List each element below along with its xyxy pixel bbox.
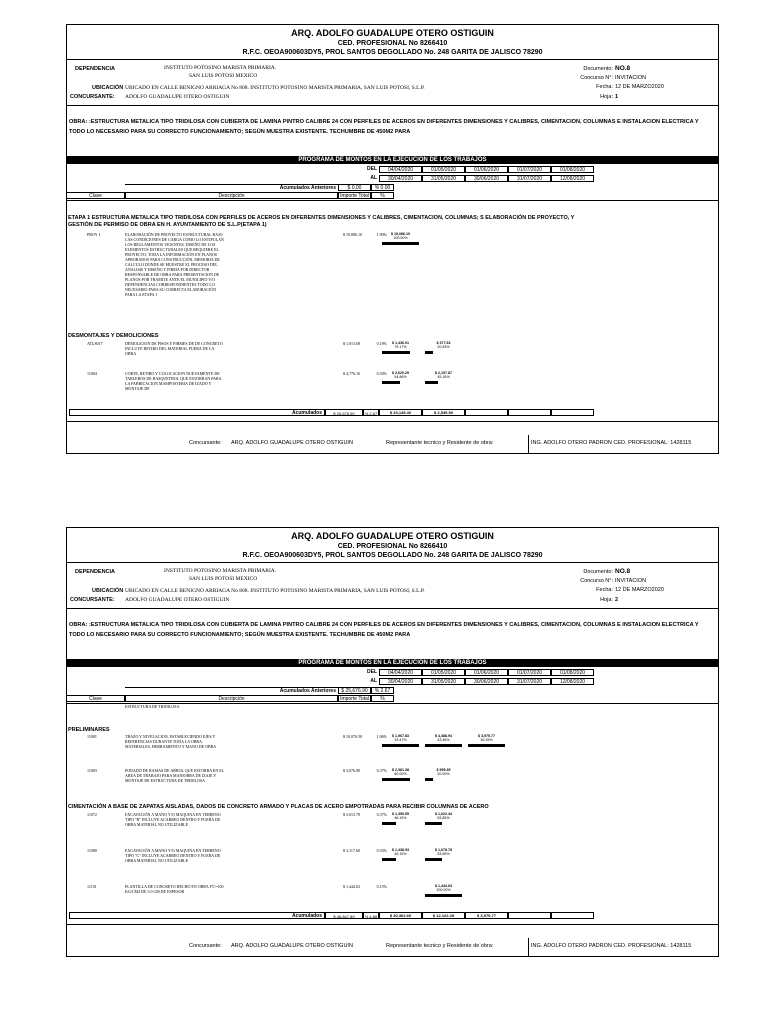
item-percent: 1.90%	[376, 232, 387, 237]
obra-description: OBRA: :ESTRUCTURA METALICA TIPO TRIDILOSA CON CUBIERTA DE LAMINA PINTRO CALIBRE 24 CON PERFILES DE ACEROS EN DIFERENTES DIMENSIONES Y CALIBRES, CIMENTACION, COLUMNAS E INSTALACION ELECTRICA Y TODO LO NECESARIO PARA SU CORRECTO FUNCIONAMIENTO; SEGÚN MUESTRA EXISTENTE. TECHUMBRE DE 450M2 PARA	[69, 119, 699, 135]
period-percent: 79.17%	[394, 345, 407, 349]
period-amount: $ 4,388.94	[435, 734, 452, 738]
item-percent: 0.18%	[376, 341, 387, 346]
item-percent: 0.37%	[376, 768, 387, 773]
dependencia-label: DEPENDENCIA	[75, 569, 116, 575]
ubicacion-label: UBICACIÓN	[92, 588, 124, 594]
al-date-0: 30/04/2020	[379, 175, 422, 182]
item-importe: $ 1,813.68	[343, 341, 360, 346]
acumulados-pct: % 4.88	[364, 914, 378, 919]
footer-rep-value: ING. ADOLFO OTERO PADRON CED. PROFESIONAL: 1428115	[531, 440, 692, 446]
col-importe-total: Importe Total	[338, 695, 371, 702]
item-description: EXCAVACIÓN A MANO Y/O MAQUINA EN TERRENO TIPO "B" INCLUYE ACARREO DENTRO Y FUERA DE OBRA MATERIAL NO UTILIZABLE	[125, 812, 221, 827]
concurso-value: INVITACION	[615, 75, 647, 81]
item-description: CORTE, RETIRO Y COLOCACION NUEVAMENTE DE TABLEROS DE BASQUETBOL QUE ESTORBAN PARA LA FABRICACION MAMPOSTERIA DE IZADO Y MONTAJE DE	[125, 371, 222, 391]
concurso-label: Concurso N°:	[580, 578, 613, 584]
ubicacion-value: UBICADO EN CALLE BENIGNO ARRIAGA No 808. INSTITUTO POTOSINO MARISTA PRIMARIA, SAN LUIS POTOSI, S.L.P.	[125, 85, 425, 91]
del-label: DEL	[367, 669, 377, 675]
acumulados-pct: % 2.67	[364, 411, 378, 416]
period-amount: $ 1,444.63	[435, 884, 452, 888]
col-clave: Clave	[67, 695, 125, 702]
progress-bar	[425, 351, 433, 354]
footer-rep-label: Representante tecnico y Residente de obra:	[386, 943, 494, 949]
al-date-2: 30/06/2020	[465, 678, 508, 685]
al-date-3: 31/07/2020	[508, 175, 551, 182]
dependencia-line1: INSTITUTO POTOSINO MARISTA PRIMARIA.	[164, 568, 277, 574]
period-percent: 43.48%	[437, 738, 450, 742]
item-importe: $ 4,776.16	[343, 371, 360, 376]
period-amount: $ 2,157.87	[435, 371, 452, 375]
period-percent: 53.85%	[437, 816, 450, 820]
section-title: CIMENTACIÓN A BASE DE ZAPATAS AISLADAS, DADOS DE CONCRETO ARMADO Y PLACAS DE ACERO EMPOTRADAS PARA RECIBIR COLUMNAS DE ACERO	[68, 804, 489, 810]
progress-bar	[382, 381, 400, 384]
acumulados-label: Acumulados	[69, 912, 325, 919]
progress-bar	[425, 894, 462, 897]
al-date-1: 31/05/2020	[422, 678, 465, 685]
al-date-3: 31/07/2020	[508, 678, 551, 685]
del-date-0: 04/04/2020	[379, 669, 422, 676]
acum-anteriores-label: Acumulados Anteriores	[125, 184, 338, 191]
concursante-label: CONCURSANTE:	[70, 94, 115, 100]
progress-bar	[382, 242, 419, 245]
progress-bar	[425, 778, 433, 781]
period-percent: 100.00%	[436, 888, 451, 892]
del-label: DEL	[367, 166, 377, 172]
period-percent: 39.39%	[480, 738, 493, 742]
item-percent: 0.33%	[376, 848, 387, 853]
concursante-value: ADOLFO GUADALUPE OTERO OSTIGUIN	[125, 94, 230, 100]
item-importe: $ 1,444.63	[343, 884, 360, 889]
item-importe: $ 3,013.78	[343, 812, 360, 817]
programa-title: PROGRAMA DE MONTOS EN LA EJECUCIÓN DE LOS TRABAJOS	[67, 156, 718, 164]
item-clave: 11080	[87, 848, 97, 853]
al-date-0: 30/04/2020	[379, 678, 422, 685]
item-clave: ATLS017	[87, 341, 103, 346]
item-description: PODADO DE RAMAS DE ARBOL QUE ESTORBA EN EL AREA DE TRABAJO PARA MANIOBRA DE IZAJE Y MONTAJE DE ESTRUCTURA DE TRIDILOSA	[125, 768, 224, 783]
item-clave: 11004	[87, 371, 97, 376]
progress-bar	[382, 778, 410, 781]
carry-over-text: ESTRUCTURA DE TRIDILOSA	[125, 704, 180, 709]
item-description: DEMOLICION DE PISOS Y FIRMES DE DE CONCRETO INCLUYE RETIRO DEL MATERIAL FUERA DE LA OBRA	[125, 341, 223, 356]
item-description: ELABORACIÓN DE PROYECTO ESTRUCTURAL BAJO LAS CONDICIONES DE CARGA COMO LO ESTIPULAN LOS REGLAMENTOS VIGENTES. DISEÑO DE LOS ELEMENTOS ESTRUCTURALES QUE REQUIERE EL PROYECTO, TODA LA INFORMACIÓN EN PLANOS APROBADOS PARA CONSTRUCCIÓN, MEMORIA DE CALCULO DONDE SE MUESTRE EL PROCESO DEL ANALISIS Y DISEÑO Y FIRMA POR DIRECTOR RESPONSABLE DE OBRA PARA PRESENTACION DE PLANOS POR TRAMITE ANTE EL MUNICIPIO Y/O DEPENDENCIAS CORRESPONDIENTES TODO LO NECESARIO PARA SU CORRECTA ELABORACIÓN PARA LA ETAPA 1	[125, 232, 224, 297]
col-percent: %	[371, 695, 394, 702]
acumulados-importe: $ 46,847.89	[325, 912, 363, 919]
hoja-value: 2	[615, 597, 619, 603]
period-percent: 19.47%	[394, 738, 407, 742]
footer-concursante-label: Concursante:	[189, 440, 222, 446]
ubicacion-label: UBICACIÓN	[92, 85, 124, 91]
progress-bar	[382, 351, 410, 354]
section-title: PRELIMINARES	[68, 727, 110, 733]
item-clave: PROY 1	[87, 232, 101, 237]
acumulados-period-1: $ 12,122.29	[422, 912, 465, 919]
del-date-1: 01/05/2020	[422, 166, 465, 173]
header-name: ARQ. ADOLFO GUADALUPE OTERO OSTIGUIN	[291, 28, 494, 38]
item-clave: 11003	[87, 768, 97, 773]
col-percent: %	[371, 192, 394, 199]
al-date-2: 30/06/2020	[465, 175, 508, 182]
footer-rep-value: ING. ADOLFO OTERO PADRON CED. PROFESIONAL: 1428115	[531, 943, 692, 949]
period-percent: 100.00%	[393, 236, 408, 240]
dependencia-line1: INSTITUTO POTOSINO MARISTA PRIMARIA.	[164, 65, 277, 71]
del-date-1: 01/05/2020	[422, 669, 465, 676]
period-percent: 20.00%	[437, 772, 450, 776]
footer-concursante-value: ARQ. ADOLFO GUADALUPE OTERO OSTIGUIN	[231, 943, 353, 949]
item-description: EXCAVACIÓN A MANO Y/O MAQUINA EN TERRENO TIPO "C" INCLUYE ACARREO DENTRO Y FUERA DE OBRA MATERIAL NO UTILIZABLE	[125, 848, 221, 863]
acum-anteriores-amount: $ 25,676.90	[338, 687, 371, 694]
dependencia-label: DEPENDENCIA	[75, 66, 116, 72]
item-description: PLANTILLA DE CONCRETO HECHO EN OBRA F'C=100 KG/CM2 DE 5.0 CM DE ESPESOR	[125, 884, 224, 894]
hoja-value: 1	[615, 94, 619, 100]
fecha-value: 12 DE MARZO2020	[615, 587, 664, 593]
del-date-3: 01/07/2020	[508, 669, 551, 676]
item-importe: $ 3,117.60	[343, 848, 360, 853]
item-importe: $ 10,076.50	[343, 734, 362, 739]
col-descripcion: Descripción	[125, 695, 338, 702]
obra-description: OBRA: :ESTRUCTURA METALICA TIPO TRIDILOSA CON CUBIERTA DE LAMINA PINTRO CALIBRE 24 CON PERFILES DE ACEROS EN DIFERENTES DIMENSIONES Y CALIBRES, CIMENTACION, COLUMNAS E INSTALACION ELECTRICA Y TODO LO NECESARIO PARA SU CORRECTO FUNCIONAMIENTO; SEGÚN MUESTRA EXISTENTE. TECHUMBRE DE 450M2 PARA	[69, 622, 699, 638]
footer-concursante-label: Concursante:	[189, 943, 222, 949]
item-clave: 11001	[87, 734, 97, 739]
al-date-4: 12/08/2020	[551, 678, 594, 685]
item-importe: $ 19,086.10	[343, 232, 362, 237]
progress-bar	[425, 744, 462, 747]
header-name: ARQ. ADOLFO GUADALUPE OTERO OSTIGUIN	[291, 531, 494, 541]
footer-rep-label: Representante tecnico y Residente de obra:	[386, 440, 494, 446]
period-amount: $ 2,620.29	[392, 371, 409, 375]
acum-anteriores-pct: % 0.00	[371, 184, 394, 191]
acumulados-label: Acumulados	[69, 409, 325, 416]
del-date-2: 01/06/2020	[465, 669, 508, 676]
section-title: ETAPA 1 ESTRUCTURA METALICA TIPO TRIDILOSA CON PERFILES DE ACEROS EN DIFERENTES DIMENSIONES Y CALIBRES, CIMENTACION, COLUMNAS; S ELABORACIÓN DE PROYECTO, Y GESTIÓN DE PERMISO DE OBRA EN H. AYUNTAMIENTO DE S.L.P(ETAPA 1)	[68, 215, 575, 228]
item-importe: $ 3,076.80	[343, 768, 360, 773]
acumulados-period-3	[508, 912, 551, 919]
item-percent: 0.37%	[376, 812, 387, 817]
concursante-label: CONCURSANTE:	[70, 597, 115, 603]
period-amount: $ 2,381.38	[392, 768, 409, 772]
acumulados-period-2: $ 3,975.77	[465, 912, 508, 919]
period-amount: $ 1,967.83	[392, 734, 409, 738]
del-date-2: 01/06/2020	[465, 166, 508, 173]
al-date-4: 12/08/2020	[551, 175, 594, 182]
concurso-value: INVITACION	[615, 578, 647, 584]
concurso-label: Concurso N°:	[580, 75, 613, 81]
document-page-2	[66, 527, 719, 957]
hoja-label: Hoja:	[600, 94, 613, 100]
col-importe-total: Importe Total	[338, 192, 371, 199]
item-percent: 0.50%	[376, 371, 387, 376]
acum-anteriores-label: Acumulados Anteriores	[125, 687, 338, 694]
item-percent: 1.06%	[376, 734, 387, 739]
period-percent: 54.86%	[394, 375, 407, 379]
period-amount: $ 19,086.10	[391, 232, 410, 236]
period-amount: $ 3,975.77	[478, 734, 495, 738]
documento-value: NO.8	[615, 65, 631, 72]
hoja-label: Hoja:	[600, 597, 613, 603]
item-description: TRAZO Y NIVELACION, ESTABLECIENDO EJES Y REFERENCIAS DURANTE TODA LA OBRA. MATERIALES, HERRAMIENTO Y MANO DE OBRA	[125, 734, 217, 749]
period-percent: 20.83%	[437, 345, 450, 349]
period-amount: $ 1,438.93	[392, 848, 409, 852]
period-amount: $ 1,436.01	[392, 341, 409, 345]
period-amount: $ 1,678.78	[435, 848, 452, 852]
del-date-4: 01/08/2020	[551, 166, 594, 173]
dependencia-line2: SAN LUIS POTOSI MEXICO	[189, 576, 258, 582]
progress-bar	[425, 822, 442, 825]
period-amount: $ 1,390.55	[392, 812, 409, 816]
al-label: AL	[370, 678, 377, 684]
col-clave: Clave	[67, 192, 125, 199]
acumulados-period-1: $ 2,535.50	[422, 409, 465, 416]
del-date-3: 01/07/2020	[508, 166, 551, 173]
col-descripcion: Descripción	[125, 192, 338, 199]
acumulados-period-0: $ 23,145.40	[379, 409, 422, 416]
al-label: AL	[370, 175, 377, 181]
period-percent: 45.18%	[437, 375, 450, 379]
fecha-label: Fecha:	[596, 587, 613, 593]
acumulados-importe: $ 25,676.90	[325, 409, 363, 416]
item-percent: 0.15%	[376, 884, 387, 889]
documento-label: Documento:	[583, 66, 613, 72]
period-percent: 46.15%	[394, 816, 407, 820]
document-page-1	[66, 24, 719, 454]
period-percent: 80.00%	[394, 772, 407, 776]
del-date-0: 04/04/2020	[379, 166, 422, 173]
fecha-value: 12 DE MARZO2020	[615, 84, 664, 90]
item-clave: 11072	[87, 812, 97, 817]
dependencia-line2: SAN LUIS POTOSI MEXICO	[189, 73, 258, 79]
concursante-value: ADOLFO GUADALUPE OTERO OSTIGUIN	[125, 597, 230, 603]
period-amount: $ 1,622.44	[435, 812, 452, 816]
progress-bar	[468, 744, 505, 747]
item-clave: 11101	[87, 884, 97, 889]
header-cedula: CED. PROFESIONAL No 8266410	[337, 543, 448, 550]
acumulados-period-4	[551, 409, 594, 416]
period-percent: 46.15%	[394, 852, 407, 856]
acum-anteriores-pct: % 2.67	[371, 687, 394, 694]
fecha-label: Fecha:	[596, 84, 613, 90]
documento-label: Documento:	[583, 569, 613, 575]
progress-bar	[382, 822, 396, 825]
progress-bar	[382, 744, 419, 747]
acumulados-period-3	[508, 409, 551, 416]
period-amount: $ 377.63	[436, 341, 451, 345]
programa-title: PROGRAMA DE MONTOS EN LA EJECUCIÓN DE LOS TRABAJOS	[67, 659, 718, 667]
progress-bar	[425, 381, 438, 384]
period-amount: $ 595.35	[436, 768, 451, 772]
acum-anteriores-amount: $ 0.00	[338, 184, 371, 191]
documento-value: NO.8	[615, 568, 631, 575]
acumulados-period-0: $ 30,362.60	[379, 912, 422, 919]
progress-bar	[382, 858, 396, 861]
period-percent: 53.85%	[437, 852, 450, 856]
acumulados-period-4	[551, 912, 594, 919]
section-title: DESMONTAJES Y DEMOLICIONES	[68, 333, 159, 339]
footer-concursante-value: ARQ. ADOLFO GUADALUPE OTERO OSTIGUIN	[231, 440, 353, 446]
ubicacion-value: UBICADO EN CALLE BENIGNO ARRIAGA No 808. INSTITUTO POTOSINO MARISTA PRIMARIA, SAN LUIS POTOSI, S.L.P.	[125, 588, 425, 594]
header-cedula: CED. PROFESIONAL No 8266410	[337, 40, 448, 47]
header-rfc: R.F.C. OEOA900603DY5, PROL SANTOS DEGOLLADO No. 248 GARITA DE JALISCO 78290	[242, 49, 543, 56]
acumulados-period-2	[465, 409, 508, 416]
del-date-4: 01/08/2020	[551, 669, 594, 676]
progress-bar	[425, 858, 442, 861]
al-date-1: 31/05/2020	[422, 175, 465, 182]
header-rfc: R.F.C. OEOA900603DY5, PROL SANTOS DEGOLLADO No. 248 GARITA DE JALISCO 78290	[242, 552, 543, 559]
